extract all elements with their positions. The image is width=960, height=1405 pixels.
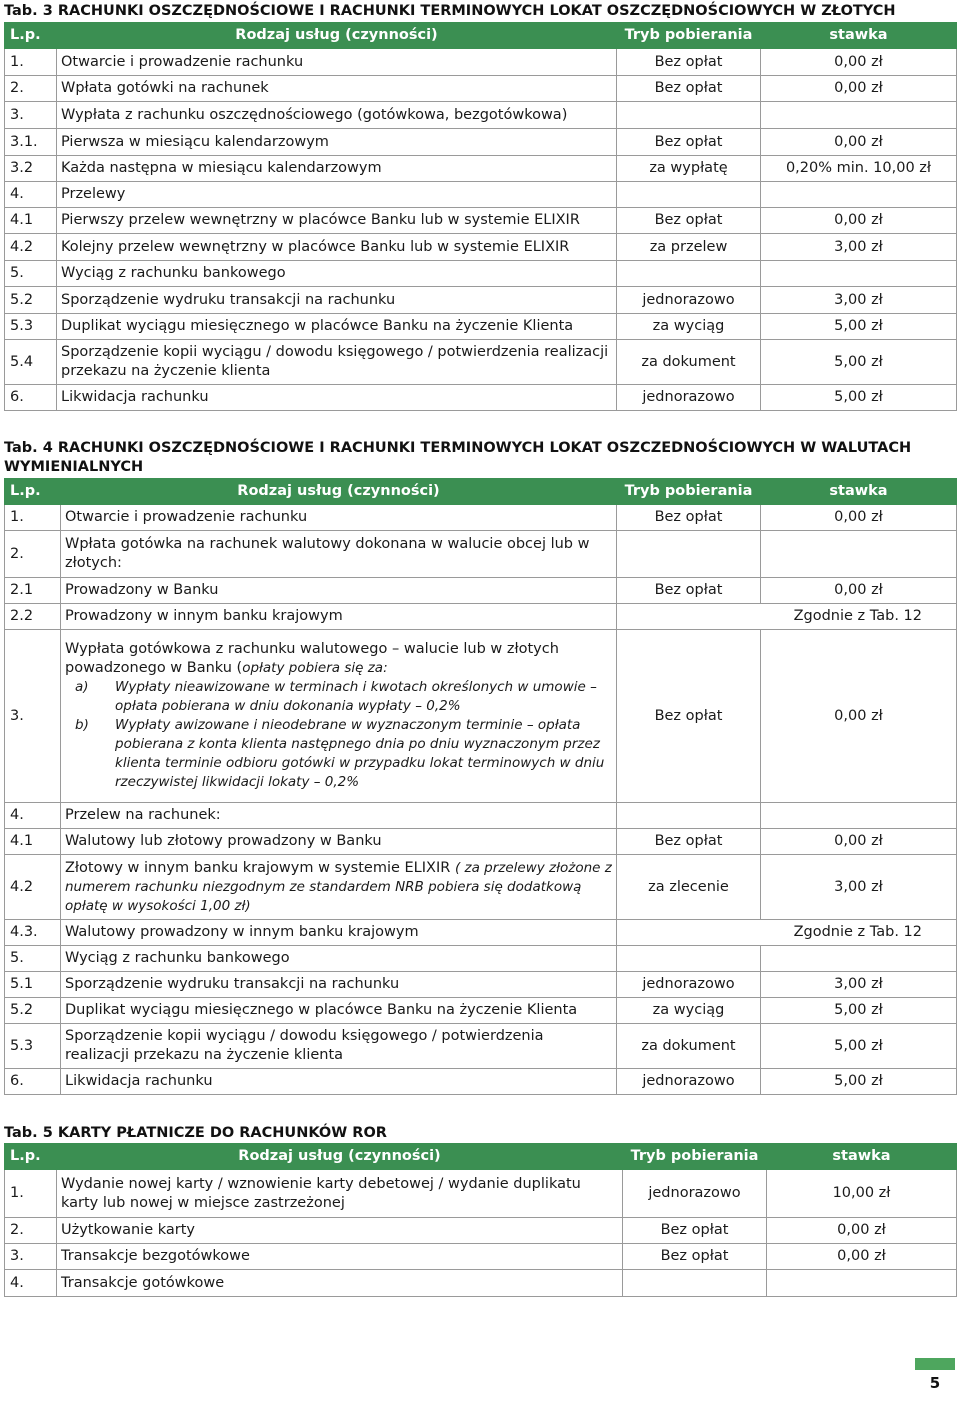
row-rate: 0,00 zł bbox=[761, 208, 957, 234]
row-rate bbox=[761, 946, 957, 972]
row-service: Wydanie nowej karty / wznowienie karty debetowej / wydanie duplikatu karty lub nowej w miejsce zastrzeżonej bbox=[57, 1170, 623, 1218]
row-rate bbox=[761, 182, 957, 208]
row-mode: Bez opłat bbox=[623, 1218, 767, 1244]
row-service-note: opłaty pobiera się za: bbox=[242, 660, 388, 676]
tab5-title: Tab. 5 KARTY PŁATNICZE DO RACHUNKÓW ROR bbox=[4, 1125, 387, 1141]
tab3-table bbox=[4, 22, 957, 411]
row-lp: 5.1 bbox=[5, 972, 61, 998]
row-lp: 3. bbox=[5, 102, 57, 129]
tab3-title: Tab. 3 RACHUNKI OSZCZĘDNOŚCIOWE I RACHUNKI TERMINOWYCH LOKAT OSZCZĘDNOŚCIOWYCH W ZŁOTYCH bbox=[4, 3, 896, 19]
row-mode: za dokument bbox=[617, 340, 761, 385]
row-mode bbox=[617, 182, 761, 208]
row-service: Użytkowanie karty bbox=[57, 1218, 623, 1244]
row-rate: 5,00 zł bbox=[761, 1069, 957, 1095]
row-lp: 6. bbox=[5, 385, 57, 411]
row-rate: 5,00 zł bbox=[761, 314, 957, 340]
row-mode: Bez opłat bbox=[617, 129, 761, 156]
table-row bbox=[5, 1244, 957, 1270]
row-mode: Bez opłat bbox=[617, 829, 761, 855]
row-mode: za zlecenie bbox=[617, 855, 761, 920]
row-mode: za wyciąg bbox=[617, 998, 761, 1024]
row-service: Prowadzony w Banku bbox=[61, 578, 617, 604]
table-row bbox=[5, 1069, 957, 1095]
row-service: Prowadzony w innym banku krajowym bbox=[61, 604, 617, 630]
tab4-title: Tab. 4 RACHUNKI OSZCZĘDNOŚCIOWE I RACHUNKI TERMINOWYCH LOKAT OSZCZEDNOŚCIOWYCH W WALUTACH WYMIENIALNYCH bbox=[4, 440, 912, 475]
row-service: Wyciąg z rachunku bankowego bbox=[61, 946, 617, 972]
header-service: Rodzaj usług (czynności) bbox=[57, 23, 617, 49]
table-row bbox=[5, 1218, 957, 1244]
sub-item-label: b) bbox=[75, 717, 89, 733]
row-lp: 6. bbox=[5, 1069, 61, 1095]
table-row bbox=[5, 630, 957, 803]
row-lp: 4. bbox=[5, 803, 61, 829]
header-rate: stawka bbox=[761, 479, 957, 505]
row-lp: 5.2 bbox=[5, 287, 57, 314]
row-rate: 5,00 zł bbox=[761, 998, 957, 1024]
table-row bbox=[5, 76, 957, 102]
row-lp: 4.1 bbox=[5, 829, 61, 855]
row-lp: 2. bbox=[5, 1218, 57, 1244]
row-rate bbox=[761, 102, 957, 129]
row-service: Sporządzenie kopii wyciągu / dowodu księgowego / potwierdzenia realizacji przekazu na życzenie klienta bbox=[61, 1024, 617, 1069]
row-lp: 5.2 bbox=[5, 998, 61, 1024]
row-service: Otwarcie i prowadzenie rachunku bbox=[57, 49, 617, 76]
table-row bbox=[5, 505, 957, 531]
table-header bbox=[5, 23, 957, 49]
row-service-text bbox=[65, 640, 612, 678]
row-service: Wpłata gotówki na rachunek bbox=[57, 76, 617, 102]
header-mode: Tryb pobierania bbox=[623, 1144, 767, 1170]
row-service: Duplikat wyciągu miesięcznego w placówce Banku na życzenie Klienta bbox=[57, 314, 617, 340]
table-row bbox=[5, 531, 957, 578]
row-rate: 0,20% min. 10,00 zł bbox=[761, 156, 957, 182]
sub-item bbox=[65, 678, 612, 716]
row-service: Pierwsza w miesiącu kalendarzowym bbox=[57, 129, 617, 156]
row-lp: 3.1. bbox=[5, 129, 57, 156]
row-service: Transakcje bezgotówkowe bbox=[57, 1244, 623, 1270]
row-mode: Bez opłat bbox=[617, 49, 761, 76]
row-rate: 5,00 zł bbox=[761, 385, 957, 411]
row-mode: Bez opłat bbox=[617, 76, 761, 102]
row-mode: jednorazowo bbox=[617, 385, 761, 411]
row-mode: jednorazowo bbox=[617, 972, 761, 998]
table-row bbox=[5, 829, 957, 855]
row-service: Otwarcie i prowadzenie rachunku bbox=[61, 505, 617, 531]
row-service bbox=[61, 630, 617, 803]
table-row bbox=[5, 129, 957, 156]
row-service: Każda następna w miesiącu kalendarzowym bbox=[57, 156, 617, 182]
row-rate bbox=[761, 261, 957, 287]
row-service: Walutowy lub złotowy prowadzony w Banku bbox=[61, 829, 617, 855]
row-lp: 5.3 bbox=[5, 1024, 61, 1069]
sub-item-text: Wypłaty nieawizowane w terminach i kwotach określonych w umowie – opłata pobierana w dniu dokonania wypłaty – 0,2% bbox=[115, 679, 597, 714]
row-rate: 3,00 zł bbox=[761, 855, 957, 920]
row-mode: Bez opłat bbox=[623, 1244, 767, 1270]
table-row bbox=[5, 156, 957, 182]
row-service: Wpłata gotówka na rachunek walutowy dokonana w walucie obcej lub w złotych: bbox=[61, 531, 617, 578]
row-mode: Bez opłat bbox=[617, 505, 761, 531]
row-rate: 0,00 zł bbox=[761, 630, 957, 803]
row-lp: 4. bbox=[5, 1270, 57, 1297]
row-lp: 5. bbox=[5, 261, 57, 287]
row-lp: 2.1 bbox=[5, 578, 61, 604]
header-mode: Tryb pobierania bbox=[617, 479, 761, 505]
row-rate: 5,00 zł bbox=[761, 340, 957, 385]
row-rate bbox=[761, 531, 957, 578]
header-lp: L.p. bbox=[5, 479, 61, 505]
row-rate: 3,00 zł bbox=[761, 287, 957, 314]
row-lp: 2. bbox=[5, 76, 57, 102]
row-rate: Zgodnie z Tab. 12 bbox=[617, 604, 957, 630]
row-mode bbox=[617, 531, 761, 578]
row-mode bbox=[617, 261, 761, 287]
row-mode: za wyciąg bbox=[617, 314, 761, 340]
sub-item-text: Wypłaty awizowane i nieodebrane w wyznaczonym terminie – opłata pobierana z konta klienta następnego dnia po dniu wyznaczonym przez klienta terminie odbioru gotówki w przypadku lokat terminowych w dniu rzeczywistej likwidacji lokaty – 0,2% bbox=[115, 717, 605, 790]
row-rate: 0,00 zł bbox=[761, 578, 957, 604]
row-mode: za wypłatę bbox=[617, 156, 761, 182]
row-lp: 2.2 bbox=[5, 604, 61, 630]
row-rate bbox=[761, 803, 957, 829]
row-mode bbox=[623, 1270, 767, 1297]
table-row bbox=[5, 946, 957, 972]
header-service: Rodzaj usług (czynności) bbox=[61, 479, 617, 505]
row-service bbox=[61, 855, 617, 920]
table-row bbox=[5, 261, 957, 287]
header-lp: L.p. bbox=[5, 23, 57, 49]
row-lp: 5. bbox=[5, 946, 61, 972]
row-service: Likwidacja rachunku bbox=[57, 385, 617, 411]
row-rate: 0,00 zł bbox=[767, 1218, 957, 1244]
row-rate bbox=[767, 1270, 957, 1297]
row-lp: 4.2 bbox=[5, 234, 57, 261]
row-rate: Zgodnie z Tab. 12 bbox=[617, 920, 957, 946]
tab4-table bbox=[4, 478, 957, 1095]
table-row bbox=[5, 340, 957, 385]
header-lp: L.p. bbox=[5, 1144, 57, 1170]
row-mode: jednorazowo bbox=[617, 287, 761, 314]
row-rate: 0,00 zł bbox=[761, 76, 957, 102]
row-service: Likwidacja rachunku bbox=[61, 1069, 617, 1095]
table-row bbox=[5, 287, 957, 314]
table-row bbox=[5, 49, 957, 76]
table-row bbox=[5, 102, 957, 129]
row-rate: 0,00 zł bbox=[767, 1244, 957, 1270]
row-lp: 1. bbox=[5, 505, 61, 531]
table-row bbox=[5, 604, 957, 630]
row-service: Sporządzenie kopii wyciągu / dowodu księgowego / potwierdzenia realizacji przekazu na życzenie klienta bbox=[57, 340, 617, 385]
row-rate: 0,00 zł bbox=[761, 829, 957, 855]
row-rate: 3,00 zł bbox=[761, 972, 957, 998]
table-header bbox=[5, 479, 957, 505]
row-rate: 3,00 zł bbox=[761, 234, 957, 261]
table-row bbox=[5, 578, 957, 604]
header-rate: stawka bbox=[767, 1144, 957, 1170]
row-mode: jednorazowo bbox=[617, 1069, 761, 1095]
row-rate: 5,00 zł bbox=[761, 1024, 957, 1069]
row-mode: jednorazowo bbox=[623, 1170, 767, 1218]
header-service: Rodzaj usług (czynności) bbox=[57, 1144, 623, 1170]
row-lp: 4.2 bbox=[5, 855, 61, 920]
row-service-name: Wypłata gotówkowa z rachunku walutowego – walucie lub w złotych powadzonego w Banku ( bbox=[65, 641, 559, 676]
row-service: Przelewy bbox=[57, 182, 617, 208]
table-row bbox=[5, 855, 957, 920]
row-service: Wyciąg z rachunku bankowego bbox=[57, 261, 617, 287]
row-lp: 2. bbox=[5, 531, 61, 578]
row-lp: 3. bbox=[5, 1244, 57, 1270]
row-service-name: Złotowy w innym banku krajowym w systemie ELIXIR bbox=[65, 859, 451, 876]
row-mode bbox=[617, 946, 761, 972]
table-row bbox=[5, 208, 957, 234]
table-row bbox=[5, 1024, 957, 1069]
header-rate: stawka bbox=[761, 23, 957, 49]
row-service: Walutowy prowadzony w innym banku krajowym bbox=[61, 920, 617, 946]
tab5-table bbox=[4, 1143, 957, 1297]
row-lp: 5.4 bbox=[5, 340, 57, 385]
row-lp: 3.2 bbox=[5, 156, 57, 182]
row-lp: 3. bbox=[5, 630, 61, 803]
row-lp: 5.3 bbox=[5, 314, 57, 340]
row-service: Wypłata z rachunku oszczędnościowego (gotówkowa, bezgotówkowa) bbox=[57, 102, 617, 129]
row-service: Sporządzenie wydruku transakcji na rachunku bbox=[61, 972, 617, 998]
sub-item bbox=[65, 716, 612, 792]
page-number-badge bbox=[915, 1358, 955, 1396]
row-mode: Bez opłat bbox=[617, 630, 761, 803]
row-mode: Bez opłat bbox=[617, 578, 761, 604]
table-header bbox=[5, 1144, 957, 1170]
table-row bbox=[5, 972, 957, 998]
row-rate: 0,00 zł bbox=[761, 129, 957, 156]
table-row bbox=[5, 803, 957, 829]
row-mode: Bez opłat bbox=[617, 208, 761, 234]
row-service: Przelew na rachunek: bbox=[61, 803, 617, 829]
row-lp: 4.3. bbox=[5, 920, 61, 946]
row-mode: za dokument bbox=[617, 1024, 761, 1069]
table-row bbox=[5, 314, 957, 340]
row-lp: 4. bbox=[5, 182, 57, 208]
table-row bbox=[5, 1170, 957, 1218]
row-mode bbox=[617, 803, 761, 829]
row-service: Transakcje gotówkowe bbox=[57, 1270, 623, 1297]
row-mode: za przelew bbox=[617, 234, 761, 261]
row-rate: 0,00 zł bbox=[761, 49, 957, 76]
table-row bbox=[5, 234, 957, 261]
table-row bbox=[5, 998, 957, 1024]
table-row bbox=[5, 385, 957, 411]
row-rate: 10,00 zł bbox=[767, 1170, 957, 1218]
row-mode bbox=[617, 102, 761, 129]
row-rate: 0,00 zł bbox=[761, 505, 957, 531]
header-mode: Tryb pobierania bbox=[617, 23, 761, 49]
row-lp: 1. bbox=[5, 49, 57, 76]
row-service: Duplikat wyciągu miesięcznego w placówce Banku na życzenie Klienta bbox=[61, 998, 617, 1024]
row-lp: 4.1 bbox=[5, 208, 57, 234]
sub-item-label: a) bbox=[75, 679, 89, 695]
row-lp: 1. bbox=[5, 1170, 57, 1218]
row-service-note: ( za przelewy złożone z numerem rachunku niezgodnym ze standardem NRB pobiera się dodatkową opłatę w wysokości 1,00 zł) bbox=[65, 859, 612, 914]
table-row bbox=[5, 920, 957, 946]
row-service: Sporządzenie wydruku transakcji na rachunku bbox=[57, 287, 617, 314]
row-service: Kolejny przelew wewnętrzny w placówce Banku lub w systemie ELIXIR bbox=[57, 234, 617, 261]
row-service: Pierwszy przelew wewnętrzny w placówce Banku lub w systemie ELIXIR bbox=[57, 208, 617, 234]
table-row bbox=[5, 1270, 957, 1297]
table-row bbox=[5, 182, 957, 208]
page-number: 5 bbox=[915, 1370, 955, 1396]
